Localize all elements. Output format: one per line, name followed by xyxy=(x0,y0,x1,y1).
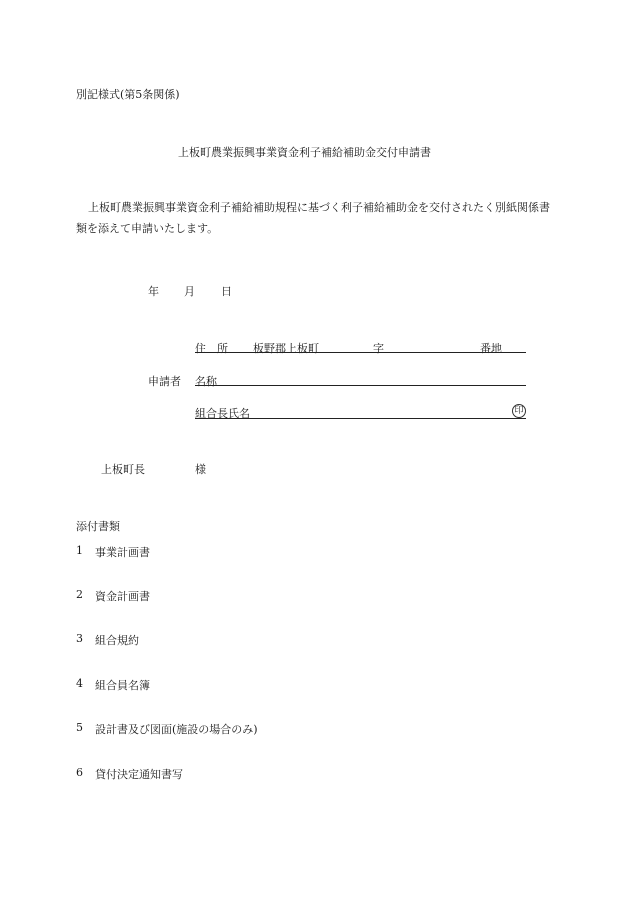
addressee-honorific: 様 xyxy=(195,463,206,476)
date-month: 月 xyxy=(184,285,195,298)
address-label: 住 所 xyxy=(195,342,228,355)
representative-label: 組合長氏名 xyxy=(195,407,250,420)
attachment-number: 4 xyxy=(76,677,83,690)
attachment-number: 2 xyxy=(76,588,83,601)
attachment-text: 設計書及び図面(施設の場合のみ) xyxy=(95,723,258,736)
representative-underline xyxy=(195,418,526,419)
attachment-number: 3 xyxy=(76,632,83,645)
attachment-text: 組合規約 xyxy=(95,634,139,647)
name-label: 名称 xyxy=(195,375,217,388)
attachment-text: 貸付決定通知書写 xyxy=(95,768,183,781)
name-underline xyxy=(195,385,526,386)
applicant-label: 申請者 xyxy=(148,375,181,388)
date-year: 年 xyxy=(148,285,159,298)
attachments-heading: 添付書類 xyxy=(76,520,120,533)
document-title: 上板町農業振興事業資金利子補給補助金交付申請書 xyxy=(178,146,431,159)
attachment-text: 事業計画書 xyxy=(95,546,150,559)
attachment-number: 1 xyxy=(76,544,83,557)
aza-label: 字 xyxy=(373,342,384,355)
body-paragraph: 上板町農業振興事業資金利子補給補助規程に基づく利子補給補助金を交付されたく別紙関係書類を添えて申請いたします。 xyxy=(76,201,550,235)
attachment-text: 組合員名簿 xyxy=(95,679,150,692)
banchi-label: 番地 xyxy=(480,342,502,355)
date-day: 日 xyxy=(221,285,232,298)
address-value: 板野郡上板町 xyxy=(253,342,319,355)
seal-mark: 印 xyxy=(512,404,526,418)
attachment-number: 5 xyxy=(76,721,83,734)
address-underline xyxy=(195,352,526,353)
attachment-text: 資金計画書 xyxy=(95,590,150,603)
attachment-number: 6 xyxy=(76,766,83,779)
form-label: 別記様式(第5条関係) xyxy=(76,88,180,101)
addressee-name: 上板町長 xyxy=(101,463,145,476)
